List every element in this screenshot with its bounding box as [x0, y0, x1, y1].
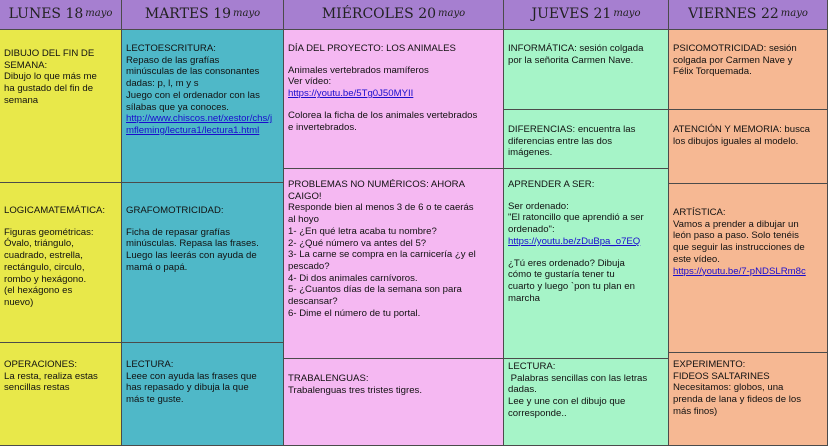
text-line: más finos) — [673, 405, 718, 417]
text-line: Necesitamos: globos, una — [673, 382, 784, 394]
text-line: corresponde.. — [508, 407, 567, 419]
friday-row3-cell — [669, 353, 828, 446]
text-line: descansar? — [288, 296, 338, 308]
lectura-link[interactable]: http://www.chiscos.net/xestor/chs/jmfleming/lectura1/lectura1.html — [126, 113, 273, 136]
thursday-row1b-cell — [504, 110, 669, 169]
section-title: GRAFOMOTRICIDAD: — [126, 205, 224, 216]
text-line: Colorea la ficha de los animales vertebrados — [288, 109, 478, 121]
header-monday — [0, 0, 122, 30]
text-line: 1- ¿En qué letra acaba tu nombre? — [288, 225, 437, 237]
text-line: CAIGO! — [288, 190, 322, 202]
text-line: 2- ¿Qué número va antes del 5? — [288, 237, 427, 249]
section-title: APRENDER A SER: — [508, 179, 595, 190]
text-line: 3- La carne se compra en la carnicería ¿y el — [288, 249, 476, 261]
header-monday-month: mayo — [85, 8, 113, 20]
header-thursday — [504, 0, 669, 30]
text-line: 5- ¿Cuantos días de la semana son para — [288, 284, 462, 296]
wednesday-row3-cell — [284, 359, 504, 446]
text-line: LECTOESCRITURA: — [126, 43, 216, 54]
text-line: rectángulo, circulo, — [4, 261, 85, 273]
header-wednesday-month: mayo — [438, 8, 466, 20]
text-line: Félix Torquemada. — [673, 66, 752, 78]
header-thursday-month: mayo — [613, 8, 641, 20]
header-friday-day: VIERNES 22 — [688, 5, 779, 22]
monday-row3-cell — [0, 343, 122, 446]
text-line: mamá o papá. — [126, 261, 188, 273]
text-line: Leee con ayuda las frases que — [126, 370, 257, 382]
friday-row1a-cell — [669, 30, 828, 110]
text-line: LECTURA: — [508, 361, 556, 372]
text-line: minúsculas de las consonantes — [126, 66, 260, 78]
text-line: e invertebrados. — [288, 121, 357, 133]
friday-row1b-cell — [669, 110, 828, 184]
thursday-row2-cell — [504, 169, 669, 359]
spacer — [4, 217, 117, 227]
section-title: DÍA DEL PROYECTO: LOS ANIMALES — [288, 43, 456, 54]
text-line: cuarto y luego `pon tu plan en — [508, 280, 635, 292]
text-line: Luego las leerás con ayuda de — [126, 250, 257, 262]
header-monday-day: LUNES 18 — [8, 5, 84, 22]
text-line: PROBLEMAS NO NUMÉRICOS: AHORA — [288, 179, 465, 190]
text-line: Ficha de repasar grafías — [126, 226, 230, 238]
text-line: cuadrado, estrella, — [4, 250, 83, 262]
text-line: Óvalo, triángulo, — [4, 238, 74, 250]
text-line: Responde bien al menos 3 de 6 o te caerás — [288, 202, 474, 214]
monday-row1-cell — [0, 30, 122, 183]
text-line: león paso a paso. Solo tenéis — [673, 230, 799, 242]
text-line: dadas. — [508, 384, 537, 396]
text-line: minúsculas. Repasa las frases. — [126, 238, 259, 250]
text-line: OPERACIONES: — [4, 359, 78, 370]
wednesday-row1-cell — [284, 30, 504, 169]
text-line: TRABALENGUAS: — [288, 373, 369, 384]
text-line: Lee y une con el dibujo que — [508, 396, 626, 408]
leon-video-link[interactable]: https://youtu.be/7-pNDSLRm8c — [673, 265, 806, 277]
text-line: cómo te gustaría tener tu — [508, 269, 615, 281]
text-line: 6- Dime el número de tu portal. — [288, 307, 421, 319]
text-line: este vídeo. — [673, 253, 720, 265]
text-line: Juego con el ordenador con las — [126, 89, 260, 101]
spacer — [288, 100, 499, 110]
text-line: Dibujo lo que más me — [4, 71, 97, 83]
tuesday-row2-cell — [122, 183, 284, 343]
text-line: nuevo) — [4, 296, 34, 308]
thursday-row1a-cell — [504, 30, 669, 110]
text-line: marcha — [508, 292, 540, 304]
text-line: rombo y hexágono. — [4, 273, 87, 285]
section-title: LOGICAMATEMÁTICA: — [4, 205, 106, 216]
header-tuesday — [122, 0, 284, 30]
text-line: ATENCIÓN Y MEMORIA: busca — [673, 124, 811, 135]
header-friday — [669, 0, 828, 30]
header-tuesday-month: mayo — [233, 8, 261, 20]
text-line: que seguir las instrucciones de — [673, 242, 805, 254]
text-line: DIBUJO DEL FIN DE — [4, 48, 95, 59]
text-line: has repasado y dibuja la que — [126, 382, 249, 394]
text-line: Vamos a prender a dibujar un — [673, 218, 799, 230]
text-line: LECTURA: — [126, 359, 174, 370]
friday-row2-cell — [669, 184, 828, 353]
text-line: FIDEOS SALTARINES — [673, 370, 770, 382]
animales-video-link[interactable]: https://youtu.be/5Tg0J50MYII — [288, 88, 414, 100]
ratoncillo-video-link[interactable]: https://youtu.be/zDuBpa_o7EQ — [508, 235, 641, 247]
header-tuesday-day: MARTES 19 — [144, 5, 232, 22]
header-wednesday — [284, 0, 504, 30]
text-line: prenda de lana y fideos de los — [673, 394, 802, 406]
text-line: EXPERIMENTO: — [673, 359, 746, 370]
text-line: por la señorita Carmen Nave. — [508, 54, 634, 66]
text-line: más te guste. — [126, 394, 184, 406]
text-line: Animales vertebrados mamíferos — [288, 64, 429, 76]
text-line: PSICOMOTRICIDAD: sesión — [673, 43, 797, 54]
wednesday-row2-cell — [284, 169, 504, 359]
text-line: ARTÍSTICA: — [673, 207, 726, 218]
spacer — [288, 55, 499, 65]
text-line: Trabalenguas tres tristes tigres. — [288, 384, 423, 396]
text-line: colgada por Carmen Nave y — [673, 54, 793, 66]
text-line: diferencias entre las dos — [508, 135, 612, 147]
text-line: Palabras sencillas con las letras — [508, 372, 648, 384]
text-line: "El ratoncillo que aprendió a ser — [508, 212, 644, 224]
spacer — [508, 248, 664, 258]
text-line: ¿Tú eres ordenado? Dibuja — [508, 257, 625, 269]
text-line: Ser ordenado: — [508, 200, 569, 212]
text-line: Repaso de las grafías — [126, 54, 220, 66]
text-line: Ver vídeo: — [288, 76, 332, 88]
text-line: (el hexágono es — [4, 285, 73, 297]
text-line: al hoyo — [288, 214, 319, 226]
text-line: ha gustado del fin de — [4, 83, 94, 95]
header-friday-month: mayo — [780, 8, 808, 20]
header-thursday-day: JUEVES 21 — [531, 5, 612, 22]
text-line: ordenado": — [508, 224, 555, 236]
text-line: dadas: p, l, m y s — [126, 78, 199, 90]
text-line: INFORMÁTICA: sesión colgada — [508, 43, 644, 54]
text-line: La resta, realiza estas — [4, 370, 98, 382]
text-line: SEMANA: — [4, 59, 48, 71]
text-line: DIFERENCIAS: encuentra las — [508, 124, 636, 135]
thursday-row3-cell — [504, 359, 669, 446]
text-line: 4- Di dos animales carnívoros. — [288, 272, 418, 284]
spacer — [508, 191, 664, 201]
text-line: los dibujos iguales al modelo. — [673, 135, 799, 147]
text-line: semana — [4, 94, 39, 106]
text-line: imágenes. — [508, 147, 553, 159]
tuesday-row3-cell — [122, 343, 284, 446]
text-line: pescado? — [288, 260, 330, 272]
text-line: Figuras geométricas: — [4, 226, 94, 238]
header-wednesday-day: MIÉRCOLES 20 — [321, 5, 437, 22]
tuesday-row1-cell — [122, 30, 284, 183]
monday-row2-cell — [0, 183, 122, 343]
text-line: sílabas que ya conoces. — [126, 101, 229, 113]
text-line: sencillas restas — [4, 382, 70, 394]
spacer — [126, 217, 279, 227]
